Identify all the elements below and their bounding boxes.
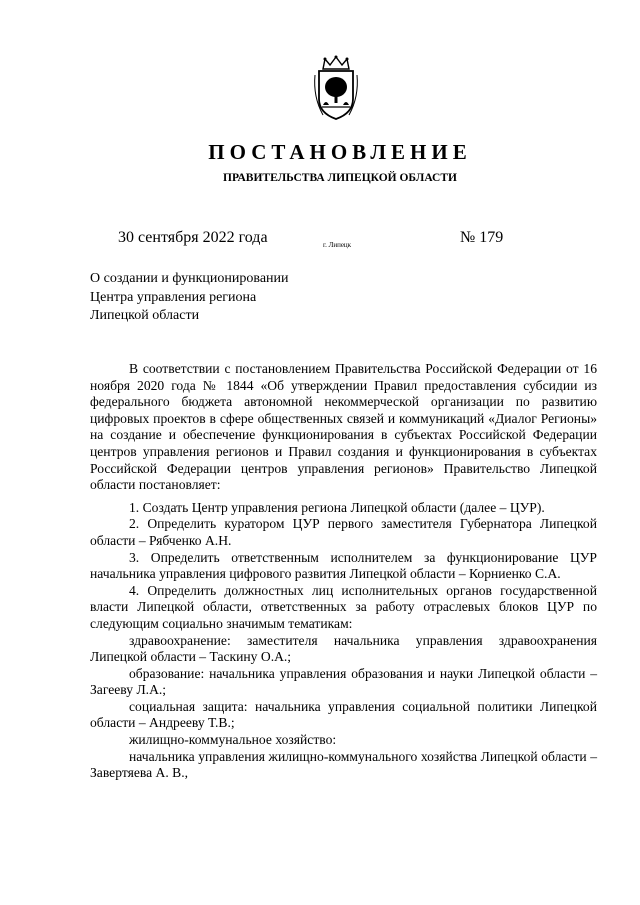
body-paragraph: жилищно-коммунальное хозяйство: bbox=[129, 732, 337, 748]
body-paragraph: здравоохранение: заместителя начальника управления здравоохранения Липецкой области – Таскину О.А.; bbox=[90, 632, 597, 665]
body-paragraph: 3. Определить ответственным исполнителем за функционирование ЦУР начальника управления цифрового развития Липецкой области – Корниенко С.А. bbox=[90, 549, 597, 582]
body-paragraph: 2. Определить куратором ЦУР первого заместителя Губернатора Липецкой области – Рябченко А.Н. bbox=[90, 516, 597, 548]
document-title: ПОСТАНОВЛЕНИЕ bbox=[208, 140, 472, 164]
body-paragraph: 4. Определить должностных лиц исполнительных органов государственной власти Липецкой области, ответственных за работу отраслевых блоков ЦУР по следующим социально значимым тематикам: bbox=[90, 582, 597, 631]
subject-line: Липецкой области bbox=[90, 308, 200, 323]
body-paragraph: образование: начальника управления образования и науки Липецкой области – Загееву Л.А.; bbox=[90, 665, 597, 698]
issuer-name: ПРАВИТЕЛЬСТВА ЛИПЕЦКОЙ ОБЛАСТИ bbox=[223, 172, 457, 184]
subject-line: Центра управления региона bbox=[90, 289, 257, 305]
document-date: 30 сентября 2022 года bbox=[118, 229, 268, 246]
document-city: г. Липецк bbox=[323, 241, 352, 249]
preamble-paragraph: В соответствии с постановлением Правительства Российской Федерации от 16 ноября 2020 года № 1844 «Об утверждении Правил предоставления субсидии из федерального бюджета автономной некоммерческой организации по развитию цифровых проектов в сфере общественных связей и коммуникаций «Диалог Регионы» на создание и обеспечение функционирования в субъектах Российской Федерации центров управления регионов и Правил создания и функционирования в субъектах Российской Федерации центров управления регионов» Правительство Липецкой области постановляет: bbox=[90, 361, 597, 493]
body-paragraph: начальника управления жилищно-коммунального хозяйства Липецкой области – Завертяева А. В., bbox=[90, 748, 597, 781]
body-paragraph: социальная защита: начальника управления социальной политики Липецкой области – Андрееву Т.В.; bbox=[90, 698, 597, 731]
subject-line: О создании и функционировании bbox=[90, 271, 289, 286]
document-subject bbox=[90, 270, 289, 326]
document-body bbox=[90, 361, 597, 782]
body-paragraph: 1. Создать Центр управления региона Липецкой области (далее – ЦУР). bbox=[129, 499, 545, 515]
document-number: № 179 bbox=[460, 229, 504, 246]
coat-of-arms-icon bbox=[311, 55, 361, 121]
